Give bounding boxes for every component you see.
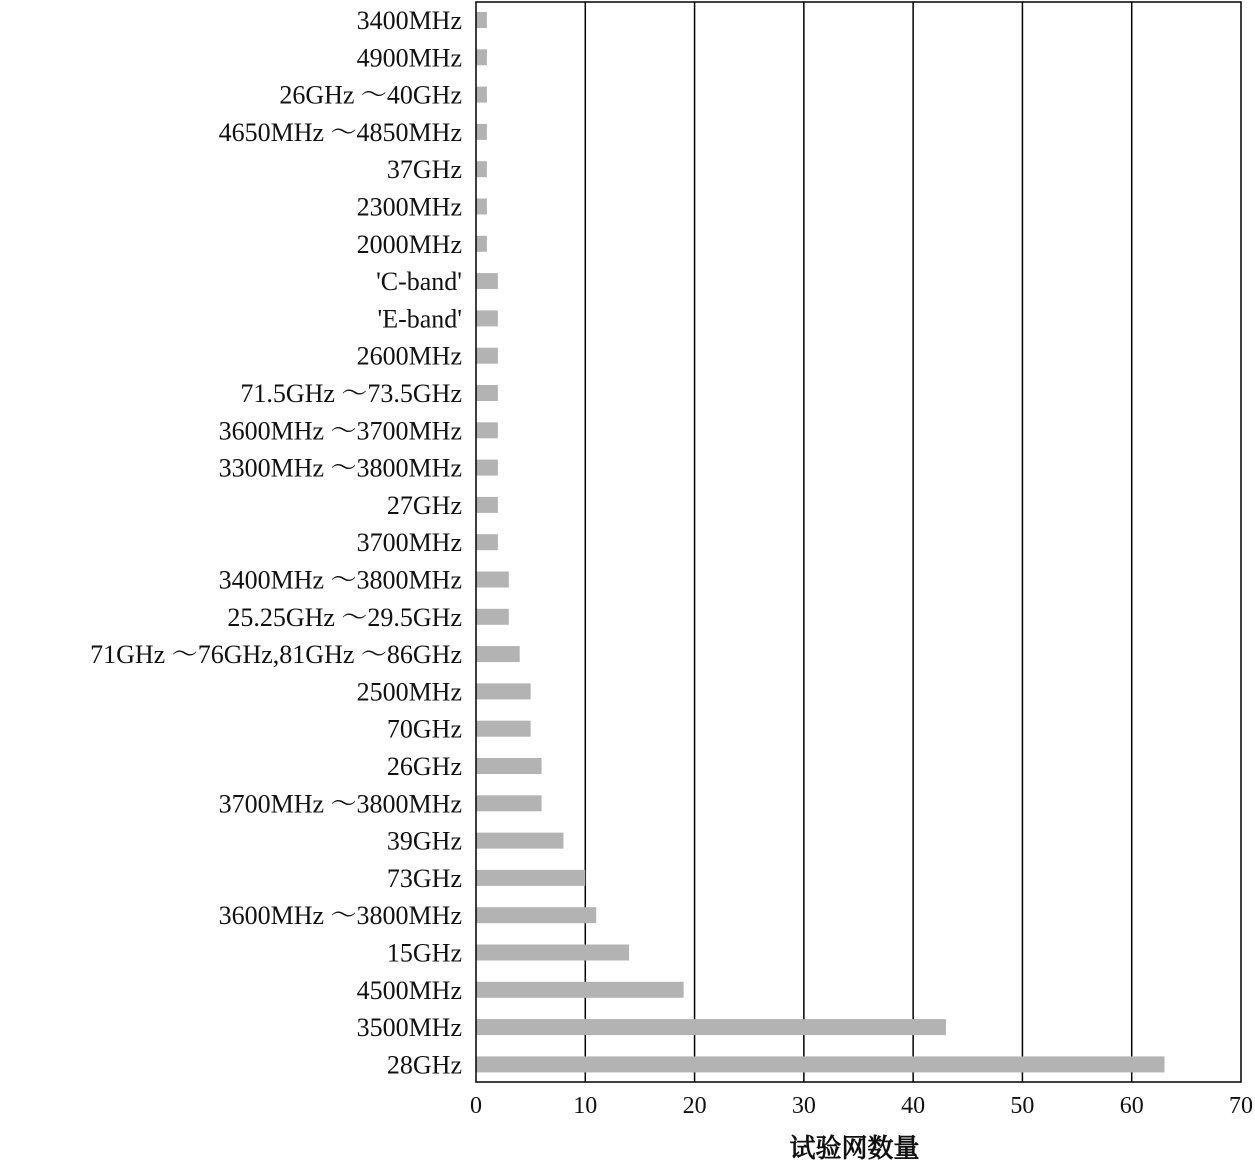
category-label: 2500MHz <box>356 677 462 707</box>
bar <box>476 348 498 364</box>
category-label: 2000MHz <box>356 229 462 259</box>
x-tick-label: 40 <box>901 1093 926 1119</box>
x-tick-label: 30 <box>791 1093 816 1119</box>
bar <box>476 236 487 252</box>
x-tick-label: 20 <box>682 1093 707 1119</box>
x-tick-label: 50 <box>1010 1093 1035 1119</box>
bar <box>476 572 509 588</box>
category-label: 4500MHz <box>356 975 462 1005</box>
category-labels <box>90 6 462 1079</box>
bar <box>476 1056 1165 1072</box>
bar <box>476 833 563 849</box>
x-tick-label: 0 <box>470 1093 482 1119</box>
bar <box>476 460 498 476</box>
bar <box>476 87 487 103</box>
bar <box>476 49 487 65</box>
x-tick-label: 60 <box>1119 1093 1144 1119</box>
category-label: 70GHz <box>386 714 462 744</box>
bar <box>476 310 498 326</box>
bar <box>476 758 542 774</box>
bars <box>476 12 1165 1072</box>
category-label: 37GHz <box>386 155 462 185</box>
bar <box>476 945 629 961</box>
category-label: 3400MHz <box>356 6 462 35</box>
category-label: 2600MHz <box>356 341 462 371</box>
bar <box>476 273 498 289</box>
bar <box>476 609 509 625</box>
bar <box>476 646 520 662</box>
bar <box>476 1019 946 1035</box>
grid-lines <box>585 2 1131 1082</box>
bar <box>476 795 542 811</box>
bar <box>476 199 487 215</box>
category-label: 27GHz <box>386 490 462 520</box>
category-label: 3600MHz ～3700MHz <box>218 416 462 446</box>
category-label: 3300MHz ～3800MHz <box>218 453 462 483</box>
category-label: 28GHz <box>386 1050 462 1080</box>
category-label: 3700MHz ～3800MHz <box>218 789 462 819</box>
bar <box>476 161 487 177</box>
category-label: 71.5GHz ～73.5GHz <box>240 379 462 408</box>
bar <box>476 12 487 28</box>
bar <box>476 907 596 923</box>
category-label: 3500MHz <box>356 1013 462 1043</box>
x-tick-label: 10 <box>573 1093 598 1119</box>
category-label: 'E-band' <box>377 304 462 334</box>
category-label: 39GHz <box>386 826 462 856</box>
category-label: 4650MHz ～4850MHz <box>218 117 462 147</box>
category-label: 73GHz <box>386 863 462 893</box>
category-label: 'C-band' <box>376 267 462 297</box>
category-label: 25.25GHz ～29.5GHz <box>227 602 462 632</box>
bar <box>476 721 531 737</box>
bar <box>476 870 585 886</box>
category-label: 26GHz <box>386 752 462 781</box>
bar <box>476 683 531 699</box>
category-label: 2300MHz <box>356 192 462 222</box>
x-tick-label: 70 <box>1229 1093 1253 1119</box>
category-label: 3700MHz <box>356 528 462 558</box>
category-label: 15GHz <box>386 938 462 968</box>
bar <box>476 534 498 550</box>
bar <box>476 982 684 998</box>
category-label: 26GHz ～40GHz <box>279 80 462 110</box>
category-label: 71GHz ～76GHz,81GHz ～86GHz <box>90 640 462 670</box>
bar <box>476 124 487 140</box>
x-axis-title: 试验网数量 <box>789 1134 920 1164</box>
category-label: 3400MHz ～3800MHz <box>218 565 462 595</box>
category-label: 3600MHz ～3800MHz <box>218 901 462 931</box>
bar <box>476 385 498 401</box>
x-tick-labels <box>470 1093 1253 1119</box>
bar <box>476 422 498 438</box>
category-label: 4900MHz <box>356 43 462 73</box>
bar <box>476 497 498 513</box>
